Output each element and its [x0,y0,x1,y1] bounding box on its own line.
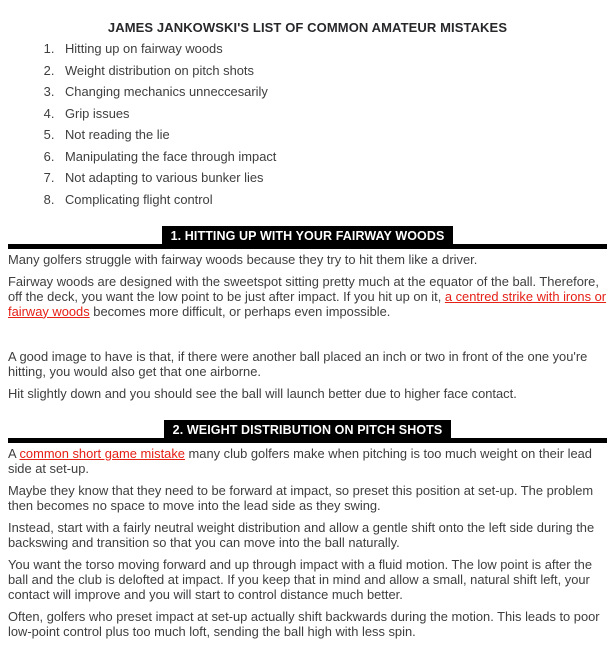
section-2-paragraph-1 [8,446,607,476]
section-2-paragraph-3: Instead, start with a fairly neutral weight distribution and allow a gentle shift onto the left side during the backswing and transition so that you can move into the ball naturally. [8,519,595,550]
mistakes-list [8,41,607,207]
list-item-3: 3. Changing mechanics unneccesarily [58,84,607,99]
section-1-paragraph-1: Many golfers struggle with fairway woods because they try to hit them like a driver. [8,251,478,267]
section-1-paragraph-4: Hit slightly down and you should see the ball will launch better due to higher face contact. [8,385,517,401]
section-1-paragraph-2 [8,274,607,319]
list-item-4: 4. Grip issues [58,106,607,121]
section-1-paragraph-3: A good image to have is that, if there were another ball placed an inch or two in front of the one you're hitting, you would also get that one airborne. [8,348,588,379]
link-centred-strike[interactable]: a centred strike with irons or fairway woods [8,288,607,319]
section-2-title: 2. WEIGHT DISTRIBUTION ON PITCH SHOTS [164,420,452,438]
paragraph-text: A [8,445,20,461]
page-title: JAMES JANKOWSKI'S LIST OF COMMON AMATEUR MISTAKES [107,20,508,35]
list-item-2: 2. Weight distribution on pitch shots [58,63,607,78]
paragraph-text: becomes more difficult, or perhaps even impossible. [89,303,391,319]
list-item-6: 6. Manipulating the face through impact [58,149,607,164]
link-common-short-game-mistake[interactable]: common short game mistake [19,445,185,461]
list-item-8: 8. Complicating flight control [58,192,607,207]
paragraph-text: many club golfers make when pitching is too much weight on their lead side at set-up. [8,445,592,476]
section-2-paragraph-4: You want the torso moving forward and up through impact with a fluid motion. The low point is after the ball and the club is delofted at impact. If you keep that in mind and allow a small, natural shift left, your contact will improve and you will start to control distance much better. [8,556,592,602]
list-item-7: 7. Not adapting to various bunker lies [58,170,607,185]
section-1-title: 1. HITTING UP WITH YOUR FAIRWAY WOODS [162,226,454,244]
paragraph-text: Fairway woods are designed with the sweetspot sitting pretty much at the equator of the ball. Therefore, off the deck, you want the low point to be just after impact. If you hit up on it, [8,273,599,304]
section-1-header-bar [8,226,607,249]
list-item-1: 1. Hitting up on fairway woods [58,41,607,56]
section-2-paragraph-2: Maybe they know that they need to be forward at impact, so preset this position at set-up. The problem then becomes no space to move into the lead side as they swing. [8,482,594,513]
section-2-header-bar [8,420,607,443]
list-item-5: 5. Not reading the lie [58,127,607,142]
section-2-paragraph-5: Often, golfers who preset impact at set-up actually shift backwards during the motion. This leads to poor low-point control plus too much loft, sending the ball high with less spin. [8,608,600,639]
